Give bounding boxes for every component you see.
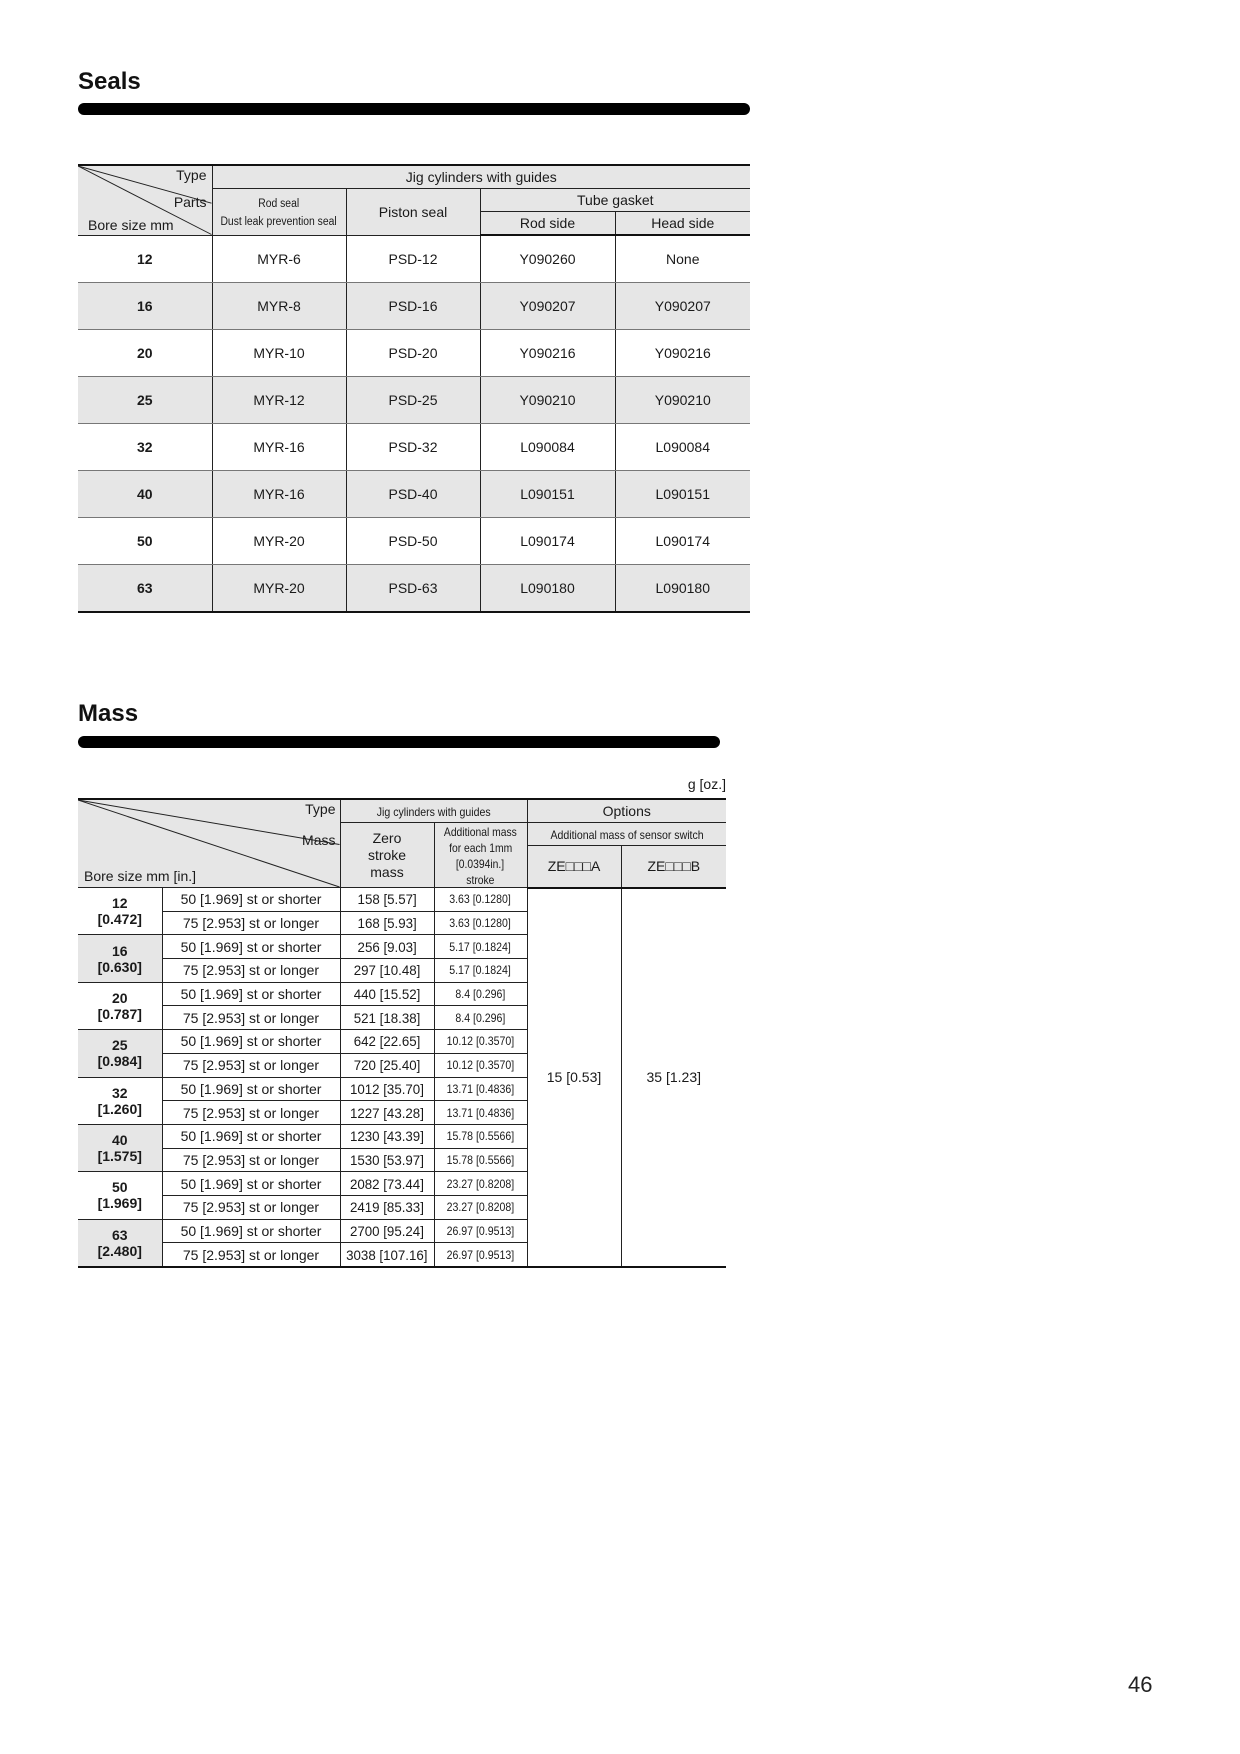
bore-mm: 63: [111, 1226, 128, 1243]
head-side-cell: None: [615, 235, 750, 283]
per-unit-label: [0.0394in.]: [456, 857, 505, 871]
head-side-cell: Y090216: [615, 330, 750, 377]
stroke-cell: 50 [1.969] st or shorter: [162, 982, 340, 1006]
zero-mass-value: 1230 [43.39]: [350, 1128, 424, 1145]
bore-in: [0.787]: [97, 1005, 142, 1022]
add-mass-cell: [434, 1243, 527, 1267]
add-mass-value: 8.4 [0.296]: [455, 1010, 506, 1025]
sensor-b-header: ZE□□□B: [621, 846, 726, 888]
zero-mass-value: 642 [22.65]: [353, 1033, 421, 1050]
head-side-cell: L090174: [615, 518, 750, 565]
stroke-cell: 50 [1.969] st or shorter: [162, 1219, 340, 1243]
mass-title: Mass: [78, 700, 139, 727]
add-mass-value: 5.17 [0.1824]: [449, 963, 512, 978]
bore-cell: [78, 1219, 162, 1267]
add-mass-value: 15.78 [0.5566]: [446, 1152, 515, 1167]
bore-in: [0.472]: [97, 911, 142, 928]
add-mass-value: 3.63 [0.1280]: [449, 892, 512, 907]
add-mass-value: 26.97 [0.9513]: [446, 1247, 515, 1262]
add-mass-value: 13.71 [0.4836]: [446, 1081, 515, 1096]
rod-seal-cell: MYR-20: [212, 565, 346, 613]
bore-in: [1.260]: [97, 1100, 142, 1117]
head-side-cell: Y090207: [615, 283, 750, 330]
zero-mass-value: 521 [18.38]: [353, 1009, 421, 1026]
rod-seal-cell: MYR-8: [212, 283, 346, 330]
zero-mass-value: 297 [10.48]: [353, 962, 421, 979]
add-mass-cell: [434, 1148, 527, 1172]
bore-in: [0.984]: [97, 1053, 142, 1070]
seals-rod-side-header: Rod side: [480, 212, 615, 236]
piston-seal-cell: PSD-16: [346, 283, 480, 330]
bore-cell: 12: [78, 235, 212, 283]
add-mass-cell: [434, 1101, 527, 1125]
add-mass-cell: [434, 1124, 527, 1148]
add-mass-value: 10.12 [0.3570]: [446, 1034, 515, 1049]
table-row: [78, 283, 750, 330]
bore-mm: 25: [111, 1037, 128, 1054]
add-mass-cell: [434, 959, 527, 983]
stroke-cell: 75 [2.953] st or longer: [162, 1006, 340, 1030]
add-mass-cell: [434, 1053, 527, 1077]
zero-mass-value: 440 [15.52]: [353, 986, 421, 1003]
bore-cell: [78, 1124, 162, 1171]
add-mass-value: 3.63 [0.1280]: [449, 916, 512, 931]
head-side-cell: L090084: [615, 424, 750, 471]
bore-mm: 50: [111, 1179, 128, 1196]
mass-group-header: [340, 799, 527, 823]
rod-side-cell: Y090210: [480, 377, 615, 424]
piston-seal-cell: PSD-20: [346, 330, 480, 377]
mass-corner-bore: Bore size mm [in.]: [84, 868, 197, 884]
stroke-cell: 50 [1.969] st or shorter: [162, 888, 340, 912]
mass-corner-type: Type: [305, 801, 336, 817]
add-mass-value: 26.97 [0.9513]: [446, 1223, 515, 1238]
mass-unit-label: g [oz.]: [687, 776, 726, 792]
table-row: [78, 471, 750, 518]
stroke-label: stroke: [466, 873, 495, 887]
stroke-cell: 75 [2.953] st or longer: [162, 959, 340, 983]
add-mass-value: 10.12 [0.3570]: [446, 1058, 515, 1073]
stroke-cell: 75 [2.953] st or longer: [162, 1148, 340, 1172]
bore-cell: 50: [78, 518, 212, 565]
stroke-cell: 75 [2.953] st or longer: [162, 1101, 340, 1125]
zero-mass-value: 1530 [53.97]: [350, 1151, 424, 1168]
seals-group-header: Jig cylinders with guides: [212, 165, 750, 189]
zero-mass-cell: [340, 1172, 434, 1196]
zero-mass-cell: [340, 935, 434, 959]
add-mass-cell: [434, 1006, 527, 1030]
stroke-cell: 75 [2.953] st or longer: [162, 911, 340, 935]
zero-mass-cell: [340, 959, 434, 983]
mass-corner-header: [78, 799, 340, 888]
zero-mass-cell: [340, 888, 434, 912]
dust-seal-label: Dust leak prevention seal: [220, 215, 338, 228]
bore-cell: 16: [78, 283, 212, 330]
zero-mass-cell: [340, 1101, 434, 1125]
stroke-cell: 75 [2.953] st or longer: [162, 1243, 340, 1267]
piston-seal-cell: PSD-63: [346, 565, 480, 613]
table-row: [78, 377, 750, 424]
add-mass-cell: [434, 1030, 527, 1054]
table-row: [78, 330, 750, 377]
bore-mm: 32: [111, 1084, 128, 1101]
stroke-cell: 50 [1.969] st or shorter: [162, 935, 340, 959]
bore-mm: 20: [111, 989, 128, 1006]
piston-seal-cell: PSD-32: [346, 424, 480, 471]
zero-mass-value: 3038 [107.16]: [346, 1246, 428, 1263]
bore-cell: 63: [78, 565, 212, 613]
sensor-a-header: ZE□□□A: [527, 846, 621, 888]
bore-cell: 25: [78, 377, 212, 424]
table-row: [78, 518, 750, 565]
stroke-cell: 75 [2.953] st or longer: [162, 1053, 340, 1077]
table-row: [78, 424, 750, 471]
add-mass-value: 15.78 [0.5566]: [446, 1129, 515, 1144]
bore-in: [2.480]: [97, 1242, 142, 1259]
rod-seal-cell: MYR-6: [212, 235, 346, 283]
zero-mass-cell: [340, 911, 434, 935]
rod-side-cell: Y090260: [480, 235, 615, 283]
rod-seal-cell: MYR-12: [212, 377, 346, 424]
zero-mass-cell: [340, 1148, 434, 1172]
seals-title-bar: [78, 103, 750, 115]
zero-mass-value: 2082 [73.44]: [350, 1175, 424, 1192]
stroke-cell: 50 [1.969] st or shorter: [162, 1124, 340, 1148]
mass-title-bar: [78, 736, 720, 748]
stroke-cell: 75 [2.953] st or longer: [162, 1195, 340, 1219]
additional-mass-header: [434, 823, 527, 888]
rod-side-cell: Y090207: [480, 283, 615, 330]
bore-cell: [78, 1172, 162, 1219]
seals-rod-seal-header: [212, 189, 346, 236]
rod-seal-cell: MYR-16: [212, 471, 346, 518]
add-mass-cell: [434, 935, 527, 959]
zero-mass-cell: [340, 1195, 434, 1219]
for-each-label: for each 1mm: [448, 841, 513, 855]
stroke-cell: 50 [1.969] st or shorter: [162, 1030, 340, 1054]
page-number: 46: [1128, 1672, 1153, 1697]
bore-in: [1.575]: [97, 1148, 142, 1165]
bore-cell: 20: [78, 330, 212, 377]
table-row: [78, 888, 726, 912]
piston-seal-cell: PSD-25: [346, 377, 480, 424]
table-row: [78, 235, 750, 283]
head-side-cell: L090180: [615, 565, 750, 613]
sensor-b-value: 35 [1.23]: [621, 888, 726, 1268]
bore-cell: [78, 1030, 162, 1077]
zero-mass-value: 2419 [85.33]: [350, 1199, 424, 1216]
rod-seal-cell: MYR-16: [212, 424, 346, 471]
sensor-switch-label: Additional mass of sensor switch: [550, 828, 704, 843]
seals-title: Seals: [78, 68, 141, 95]
bore-mm: 40: [111, 1132, 128, 1149]
seals-corner-parts: Parts: [173, 194, 207, 210]
add-mass-cell: [434, 982, 527, 1006]
seals-head-side-header: Head side: [615, 212, 750, 236]
rod-seal-cell: MYR-10: [212, 330, 346, 377]
piston-seal-cell: PSD-50: [346, 518, 480, 565]
zero-stroke-label: Zero stroke mass: [367, 829, 407, 880]
piston-seal-cell: PSD-12: [346, 235, 480, 283]
mass-corner-mass: Mass: [302, 832, 336, 848]
bore-cell: [78, 982, 162, 1029]
add-mass-cell: [434, 1172, 527, 1196]
zero-mass-cell: [340, 1219, 434, 1243]
seals-corner-bore: Bore size mm: [88, 216, 174, 233]
sensor-switch-header: [527, 823, 726, 846]
additional-mass-label: Additional mass: [444, 825, 517, 839]
add-mass-cell: [434, 911, 527, 935]
zero-mass-cell: [340, 1006, 434, 1030]
zero-mass-value: 1227 [43.28]: [350, 1104, 424, 1121]
seals-tube-header: Tube gasket: [480, 189, 750, 212]
bore-cell: [78, 1077, 162, 1124]
zero-mass-value: 168 [5.93]: [357, 915, 417, 932]
add-mass-value: 5.17 [0.1824]: [449, 939, 512, 954]
head-side-cell: Y090210: [615, 377, 750, 424]
bore-cell: [78, 888, 162, 935]
piston-seal-cell: PSD-40: [346, 471, 480, 518]
rod-side-cell: L090180: [480, 565, 615, 613]
head-side-cell: L090151: [615, 471, 750, 518]
rod-side-cell: L090084: [480, 424, 615, 471]
bore-cell: [78, 935, 162, 982]
add-mass-cell: [434, 1219, 527, 1243]
rod-seal-label: Rod seal: [258, 197, 300, 210]
bore-in: [0.630]: [97, 958, 142, 975]
add-mass-cell: [434, 888, 527, 912]
options-header: Options: [527, 799, 726, 823]
bore-cell: 32: [78, 424, 212, 471]
zero-mass-cell: [340, 1124, 434, 1148]
bore-cell: 40: [78, 471, 212, 518]
seals-piston-header: Piston seal: [346, 189, 480, 236]
zero-mass-cell: [340, 1077, 434, 1101]
add-mass-value: 8.4 [0.296]: [455, 987, 506, 1002]
zero-mass-value: 1012 [35.70]: [350, 1080, 424, 1097]
zero-stroke-header: [340, 823, 434, 888]
rod-side-cell: L090151: [480, 471, 615, 518]
add-mass-value: 23.27 [0.8208]: [446, 1176, 515, 1191]
add-mass-cell: [434, 1195, 527, 1219]
stroke-cell: 50 [1.969] st or shorter: [162, 1077, 340, 1101]
bore-mm: 12: [111, 895, 128, 912]
bore-in: [1.969]: [97, 1195, 142, 1212]
zero-mass-cell: [340, 1053, 434, 1077]
zero-mass-value: 158 [5.57]: [357, 891, 417, 908]
zero-mass-cell: [340, 1243, 434, 1267]
add-mass-value: 13.71 [0.4836]: [446, 1105, 515, 1120]
mass-table: [78, 798, 726, 1268]
add-mass-value: 23.27 [0.8208]: [446, 1200, 515, 1215]
zero-mass-cell: [340, 982, 434, 1006]
add-mass-cell: [434, 1077, 527, 1101]
rod-side-cell: Y090216: [480, 330, 615, 377]
zero-mass-value: 720 [25.40]: [353, 1057, 421, 1074]
sensor-a-value: 15 [0.53]: [527, 888, 621, 1268]
bore-mm: 16: [111, 942, 128, 959]
seals-corner-header: [78, 165, 212, 235]
seals-table: [78, 164, 750, 613]
stroke-cell: 50 [1.969] st or shorter: [162, 1172, 340, 1196]
rod-seal-cell: MYR-20: [212, 518, 346, 565]
rod-side-cell: L090174: [480, 518, 615, 565]
zero-mass-value: 2700 [95.24]: [350, 1222, 424, 1239]
zero-mass-value: 256 [9.03]: [357, 938, 417, 955]
mass-group-label: Jig cylinders with guides: [376, 805, 491, 819]
seals-corner-type: Type: [176, 167, 207, 183]
zero-mass-cell: [340, 1030, 434, 1054]
table-row: [78, 565, 750, 613]
